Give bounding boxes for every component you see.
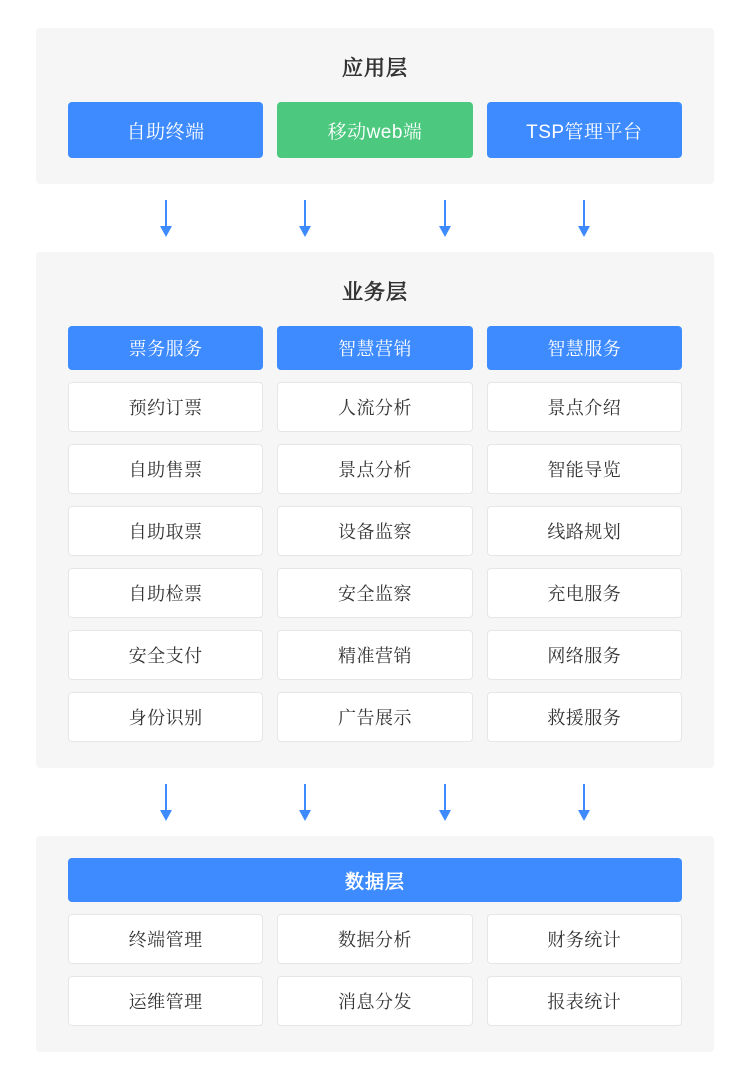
arrow-down-icon — [298, 784, 312, 822]
data-cell[interactable]: 运维管理 — [68, 976, 263, 1026]
business-column-header-service[interactable]: 智慧服务 — [487, 326, 682, 370]
business-cell[interactable]: 广告展示 — [277, 692, 472, 742]
business-cell[interactable]: 充电服务 — [487, 568, 682, 618]
application-layer-panel — [36, 28, 714, 184]
application-layer-title: 应用层 — [342, 57, 408, 80]
arrow-down-icon — [438, 784, 452, 822]
business-layer-title: 业务层 — [342, 281, 408, 304]
business-column-header-ticketing[interactable]: 票务服务 — [68, 326, 263, 370]
business-cell[interactable]: 安全支付 — [68, 630, 263, 680]
business-cell[interactable]: 自助检票 — [68, 568, 263, 618]
business-cell[interactable]: 自助取票 — [68, 506, 263, 556]
arrow-down-icon — [438, 200, 452, 238]
business-cell[interactable]: 设备监察 — [277, 506, 472, 556]
business-cell[interactable]: 身份识别 — [68, 692, 263, 742]
business-cell[interactable]: 智能导览 — [487, 444, 682, 494]
business-cell[interactable]: 人流分析 — [277, 382, 472, 432]
app-item-mobile-web[interactable]: 移动web端 — [277, 102, 472, 158]
business-cell[interactable]: 精准营销 — [277, 630, 472, 680]
data-cell[interactable]: 报表统计 — [487, 976, 682, 1026]
data-cell[interactable]: 数据分析 — [277, 914, 472, 964]
business-cell[interactable]: 网络服务 — [487, 630, 682, 680]
business-cell[interactable]: 自助售票 — [68, 444, 263, 494]
business-cell[interactable]: 救援服务 — [487, 692, 682, 742]
data-layer-grid — [68, 914, 682, 1026]
business-cell[interactable]: 景点介绍 — [487, 382, 682, 432]
business-cell[interactable]: 预约订票 — [68, 382, 263, 432]
arrow-down-icon — [298, 200, 312, 238]
arrow-down-icon — [159, 200, 173, 238]
business-column-header-marketing[interactable]: 智慧营销 — [277, 326, 472, 370]
arrow-group-top — [36, 184, 714, 252]
data-layer-panel — [36, 836, 714, 1052]
business-cell[interactable]: 线路规划 — [487, 506, 682, 556]
data-cell[interactable]: 财务统计 — [487, 914, 682, 964]
arrow-down-icon — [577, 200, 591, 238]
arrow-down-icon — [159, 784, 173, 822]
business-layer-panel — [36, 252, 714, 768]
application-layer-items — [68, 102, 682, 158]
business-cell[interactable]: 景点分析 — [277, 444, 472, 494]
app-item-tsp-platform[interactable]: TSP管理平台 — [487, 102, 682, 158]
app-item-self-service-terminal[interactable]: 自助终端 — [68, 102, 263, 158]
business-cell[interactable]: 安全监察 — [277, 568, 472, 618]
data-cell[interactable]: 消息分发 — [277, 976, 472, 1026]
data-layer-header[interactable]: 数据层 — [68, 858, 682, 902]
arrow-group-bottom — [36, 768, 714, 836]
business-layer-grid — [68, 326, 682, 742]
data-cell[interactable]: 终端管理 — [68, 914, 263, 964]
arrow-down-icon — [577, 784, 591, 822]
